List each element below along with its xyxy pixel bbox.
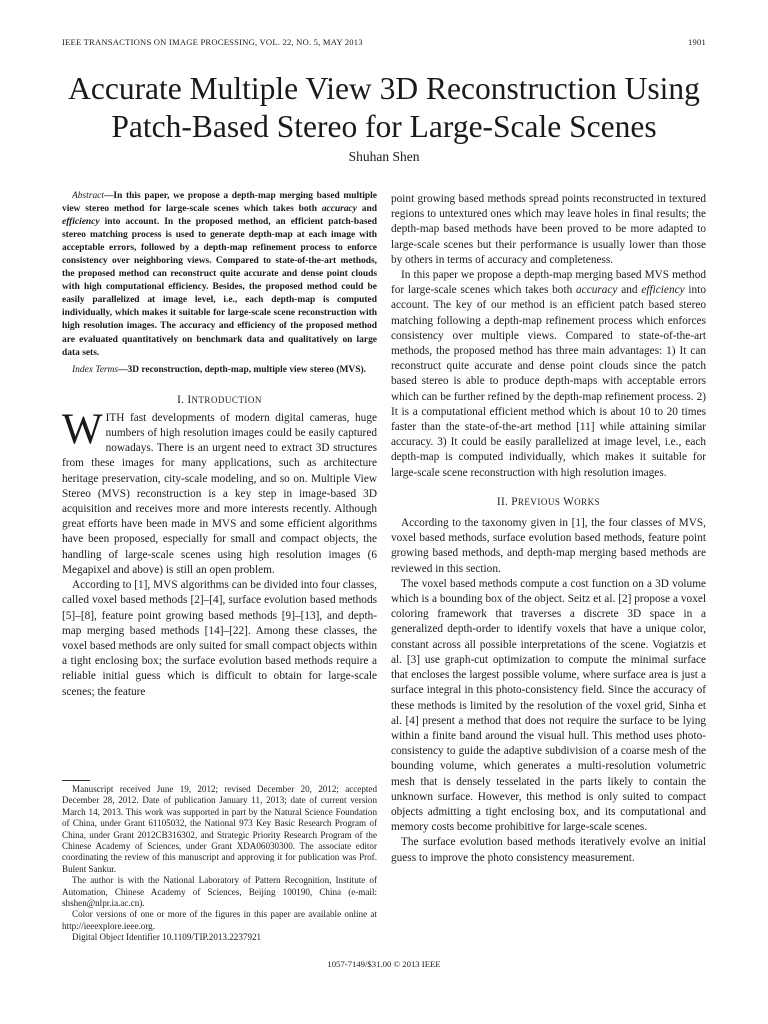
section-cap: I: [187, 393, 192, 406]
abstract-label: Abstract: [72, 191, 104, 201]
intro-continuation: point growing based methods spread points reconstructed in textured regions to untextured ones which may leave holes in final results; the depth-map based methods have been proved to be more adapted to large-scale scenes but their performance is usually lower than those by others in terms of accuracy and completeness.: [391, 193, 706, 266]
section2-smallcaps-2: ORKS: [574, 496, 601, 507]
journal-header: IEEE TRANSACTIONS ON IMAGE PROCESSING, VOL. 22, NO. 5, MAY 2013: [62, 37, 363, 47]
abstract-text-2: and: [356, 204, 378, 215]
section2-cap2: W: [563, 495, 575, 508]
abstract: [62, 190, 377, 360]
section2-cap1: P: [511, 495, 518, 508]
footnote-rule: [62, 780, 90, 781]
drop-cap: W: [62, 405, 103, 453]
section-heading-previous-works: [391, 495, 706, 510]
section-smallcaps: NTRODUCTION: [191, 394, 262, 405]
right-column: [391, 192, 706, 866]
left-column: [62, 190, 377, 700]
footnotes: [62, 784, 377, 944]
index-terms: [62, 364, 377, 377]
previous-works-paragraph-2: The voxel based methods compute a cost function on a 3D volume which is a bounding box of the object. Seitz et al. [2] propose a voxel coloring framework that traverses a discrete 3D space in a generalized depth-order to identify voxels that have a unique color, constant across all possible interpretations of the scene. Vogiatzis et al. [3] use graph-cut optimization to compute the minimal surface that encloses the largest possible volume, where surface area is just a surface integral in this photo-consistency field. Since the accuracy of these methods is limited by the resolution of the voxel grid, Sinha et al. [4] present a method that does not require the surface to be lying within a finite band around the visual hull. This method uses photo-consistency to guide the adaptive subdivision of a coarse mesh of the bounding volume, which generates a multi-resolution volumetric mesh that is densely tesselated in the parts likely to contain the unknown surface. However, this method is only suited to compact objects admitting a tight enclosing box, and its computational and memory costs become prohibitive for large-scale scenes.: [391, 577, 706, 834]
section-numeral: I.: [177, 393, 188, 406]
footnote-manuscript: Manuscript received June 19, 2012; revised December 20, 2012; accepted December 28, 2012. Date of publication January 11, 2013; date of current version March 14, 2013. This work was supported in part by the Natural Science Foundation of China, under Grant 61105032, the National 973 Key Basic Research Program of China, under Grant 2012CB316302, and Strategic Priority Research Program of the Chinese Academy of Sciences, under Grant XDA06030300. The associate editor coordinating the review of this manuscript and approving it for publication was Prof. Bulent Sankur.: [62, 784, 377, 874]
index-terms-label: Index Terms: [72, 364, 119, 375]
section2-smallcaps-1: REVIOUS: [517, 496, 564, 507]
intro-text-1: ITH fast developments of modern digital cameras, huge numbers of high resolution images could be easily captured nowadays. There is an urgent need to extract 3D structures from these images for many applications, such as architecture heritage preservation, city-scale modeling, and so on. Multiple View Stereo (MVS) reconstruction is a key step in image-based 3D acquisition and receives more and more interests recently. Although great efforts have been made in MVS and some efficient algorithms have been proposed, especially for small and compact objects, the handling of large-scale scenes using high resolution images (6 Megapixel and above) is still an open problem.: [62, 411, 377, 576]
intro-paragraph-1: [62, 405, 377, 578]
title-line-2: Patch-Based Stereo for Large-Scale Scenes: [111, 109, 657, 144]
abstract-dash: —: [103, 191, 114, 201]
intro-paragraph-2: According to [1], MVS algorithms can be divided into four classes, called voxel based methods [2]–[4], surface evolution based methods [5]–[8], feature point growing based methods [9]–[13], and depth-map merging based methods [14]–[22]. Among these classes, the voxel based methods are only suited for small compact objects within a tight enclosing box; the surface evolution based methods require a reliable initial guess which is difficult to obtain for large-scale scenes; the feature: [62, 579, 377, 698]
abstract-text-3: into account. In the proposed method, an efficient patch-based stereo matching process is used to generate depth-map at each image with acceptable errors, followed by a depth-map refinement process to enforce consistency over neighboring views. Compared to state-of-the-art methods, the proposed method can reconstruct quite accurate and dense point clouds with high computational efficiency. Besides, the proposed method could be easily parallelized at image level, i.e., each depth-map is computed individually, which makes it suitable for large-scale scene reconstruction with high resolution images. The accuracy and efficiency of the proposed method are evaluated quantitatively on benchmark data and qualitatively on large data sets.: [62, 217, 377, 358]
copyright-line: 1057-7149/$31.00 © 2013 IEEE: [327, 959, 441, 969]
contribution-em-efficiency: efficiency: [641, 284, 685, 297]
footnote-doi: Digital Object Identifier 10.1109/TIP.2013.2237921: [72, 932, 262, 943]
abstract-text-1: In this paper, we propose a depth-map merging based multiple view stereo method for large-scale scenes which takes both: [62, 191, 377, 215]
footnote-affiliation: The author is with the National Laboratory of Pattern Recognition, Institute of Automation, Chinese Academy of Sciences, Beijing 100190, China (e-mail: shshen@nlpr.ia.ac.cn).: [62, 875, 377, 909]
contribution-text-c: into account. The key of our method is an efficient patch based stereo matching following a depth-map refinement process which enforces consistency over multiple views. Compared to state-of-the-art methods, the proposed method has three main advantages: 1) It can reconstruct quite accurate and dense point clouds since the patch based stereo is able to produce depth-maps with acceptable errors which can be further refined by the depth-map refinement process. 2) It is a computational efficient method which is about 10 to 20 times faster than the state-of-the-art method [11] while attaining similar accuracy. 3) It could be easily parallelized at image level, i.e., each depth-map is computed individually, which makes it suitable for large-scale scene reconstruction with high resolution images.: [391, 284, 706, 479]
section2-numeral: II.: [496, 495, 512, 508]
index-terms-text: 3D reconstruction, depth-map, multiple view stereo (MVS).: [127, 364, 366, 375]
contribution-em-accuracy: accuracy: [576, 284, 618, 297]
previous-works-paragraph-3: The surface evolution based methods iteratively evolve an initial guess to improve the photo consistency measurement.: [391, 836, 706, 864]
index-terms-dash: —: [118, 364, 128, 375]
abstract-em-efficiency: efficiency: [62, 217, 100, 228]
section-heading-introduction: [62, 393, 377, 408]
page-number: 1901: [688, 37, 706, 47]
previous-works-paragraph-1: According to the taxonomy given in [1], the four classes of MVS, voxel based methods, surface evolution based methods, feature point growing based methods, and depth-map merging based methods are reviewed in this section.: [391, 517, 706, 575]
contribution-text-b: and: [617, 284, 642, 297]
contribution-text-a: In this paper we propose a depth-map merging based MVS method for large-scale scenes which takes both: [391, 269, 706, 297]
author-name: Shuhan Shen: [348, 149, 420, 164]
abstract-em-accuracy: accuracy: [321, 204, 357, 215]
contribution-paragraph: [391, 268, 706, 481]
footnote-color: Color versions of one or more of the figures in this paper are available online at http://ieeexplore.ieee.org.: [62, 909, 377, 931]
title-line-1: Accurate Multiple View 3D Reconstruction Using: [68, 71, 700, 106]
paper-title: [40, 70, 728, 146]
